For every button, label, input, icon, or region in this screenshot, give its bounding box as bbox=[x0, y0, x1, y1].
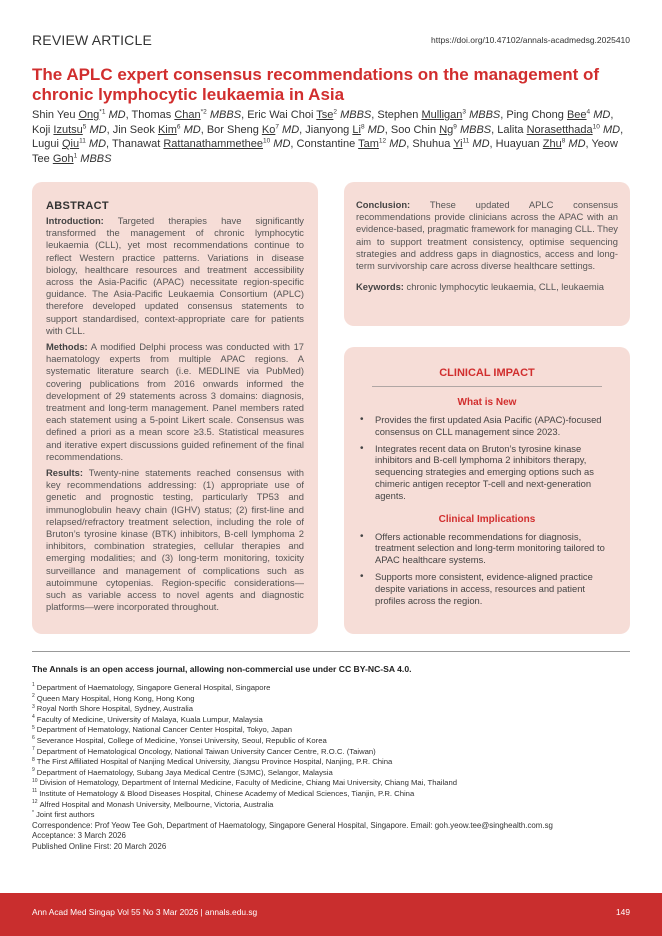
author-given-name: Shin Yeu bbox=[32, 109, 76, 121]
acceptance-date: Acceptance: 3 March 2026 bbox=[32, 831, 126, 841]
author-given-name: Yeow Tee bbox=[32, 138, 618, 165]
affiliation-number: 11 bbox=[32, 788, 38, 795]
affiliation-text: Severance Hospital, College of Medicine, Yonsei University, Seoul, Republic of Korea bbox=[36, 735, 327, 745]
author-degree: MD bbox=[568, 138, 586, 151]
what-is-new-heading: What is New bbox=[457, 397, 517, 408]
what-is-new-list bbox=[358, 414, 616, 502]
affiliation-item bbox=[32, 683, 632, 694]
methods-label: Methods: bbox=[46, 341, 88, 353]
clinical-implications-heading: Clinical Implications bbox=[438, 513, 536, 525]
affiliation-number: 4 bbox=[32, 714, 35, 721]
author-given-name: Jin Seok bbox=[112, 123, 155, 136]
author bbox=[132, 109, 242, 121]
author-affiliation-mark: 4 bbox=[586, 108, 591, 116]
author-degree: MD bbox=[593, 109, 611, 121]
author-family-name: Ong bbox=[78, 109, 100, 121]
author-given-name: Shuhua bbox=[412, 138, 451, 151]
author-affiliation-mark: 3 bbox=[462, 108, 467, 116]
author-degree: MD bbox=[273, 138, 291, 151]
affiliations-list bbox=[32, 683, 632, 821]
author bbox=[377, 109, 500, 121]
list-item-text: Offers actionable recommendations for diagnosis, treatment selection and long-term monitoring tailored to APAC healthcare systems. bbox=[375, 530, 605, 566]
correspondence: Correspondence: Prof Yeow Tee Goh, Department of Haematology, Singapore General Hospital, Singapore. Email: goh.yeow.tee@singhealth.com.sg bbox=[32, 820, 553, 830]
author-given-name: Ping Chong bbox=[506, 109, 564, 121]
author-degree: MBBS bbox=[209, 109, 242, 121]
affiliation-number: 7 bbox=[32, 746, 35, 752]
section-label: REVIEW ARTICLE bbox=[32, 32, 153, 48]
affiliation-text: Department of Hematology, National Cancer Center Hospital, Tokyo, Japan bbox=[36, 725, 293, 735]
author-family-name: Chan bbox=[174, 109, 201, 121]
clinical-impact-divider bbox=[372, 386, 602, 387]
affiliation-text: The First Affiliated Hospital of Nanjing Medical University, Jiangsu Province Hospital, Nanjing, P.R. China bbox=[36, 757, 393, 767]
author-affiliation-mark: 5 bbox=[82, 122, 87, 130]
author bbox=[297, 138, 407, 150]
abstract-results bbox=[46, 467, 304, 613]
keywords-text: chronic lymphocytic leukaemia, CLL, leukaemia bbox=[403, 281, 605, 293]
affiliations-block bbox=[32, 683, 632, 853]
author-given-name: Soo Chin bbox=[390, 123, 437, 136]
author-family-name: Qiu bbox=[61, 138, 80, 151]
affiliation-text: Joint first authors bbox=[35, 810, 95, 820]
author-family-name: Ko bbox=[261, 123, 276, 136]
affiliation-text: Royal North Shore Hospital, Sydney, Australia bbox=[36, 704, 194, 714]
author-family-name: Rattanathammethee bbox=[163, 138, 263, 151]
abstract-conclusion bbox=[356, 199, 618, 272]
affiliation-text: Division of Hematology, Department of Internal Medicine, Faculty of Medicine, Chiang Mai University, Chiang Mai, Thailand bbox=[39, 778, 458, 788]
author-given-name: Lalita bbox=[497, 123, 524, 136]
author-affiliation-mark: 11 bbox=[79, 137, 86, 145]
author-affiliation-mark: 1 bbox=[73, 152, 78, 160]
author-affiliation-mark: 7 bbox=[275, 122, 279, 130]
results-label: Results: bbox=[46, 467, 83, 479]
author-given-name: Thanawat bbox=[111, 138, 161, 151]
author bbox=[247, 109, 371, 121]
author-affiliation-mark: 2 bbox=[333, 108, 338, 116]
conclusion-text: These updated APLC consensus recommendations provide clinicians across the APAC with an evidence-based, pragmatic framework for managing CLL. They aim to support treatment consistency, optimise sequencing strategies and address gaps in diagnostics, access and long-term survivorship care across diverse healthcare settings. bbox=[356, 199, 618, 272]
author-given-name: Eric Wai Choi bbox=[247, 109, 314, 121]
author-affiliation-mark: 8 bbox=[561, 137, 566, 145]
list-item bbox=[358, 531, 616, 566]
author-family-name: Kim bbox=[157, 123, 177, 136]
author-affiliation-mark: 8 bbox=[360, 122, 365, 130]
author bbox=[112, 138, 290, 150]
results-text: Twenty-nine statements reached consensus with key recommendations addressing: (1) appropriate use of genetic and prognostic testing, particularly TP53 and immunoglobulin heavy chain (IGHV) status; (2) first-line and relapsed/refractory treatment selection, including the role of Bruton’s tyrosine kinase (BTK) inhibitors, B-cell lymphoma 2 inhibitors, combination strategies, cellular therapies and emerging modalities; and (3) long-term monitoring, toxicity surveillance and management of complications such as autoimmune cytopenias. Region-specific considerations—such as variable access to novel agents and diagnostic platforms—were incorporated throughout. bbox=[46, 467, 304, 613]
affiliation-item bbox=[32, 704, 632, 715]
author-family-name: Ng bbox=[439, 123, 454, 136]
author-list: Shin Yeu Ong$^{*1}$ MD, Thomas Chan$^{*2}$ MBBS, Eric Wai Choi Tse$^2$ MBBS, Stephen Mulligan$^3$ MBBS, Ping Chong Bee$^4$ MD, Koji Izutsu$^5$ MD, Jin Seok Kim$^6$ MD, Bor Sheng Ko$^7$ MD, Jianyong Li$^8$ MD, Soo Chin Ng$^9$ MBBS, Lalita Norasetthada$^{10}$ MD, Lugui Qiu$^{11}$ MD, Thanawat Rattanathammethee$^{10}$ MD, Constantine Tam$^{12}$ MD, Shuhua Yi$^{11}$ MD, Huayuan Zhu$^8$ MD, Yeow Tee Goh$^1$ MBBS bbox=[32, 108, 624, 165]
footer-bar bbox=[0, 893, 662, 936]
author-given-name: Bor Sheng bbox=[206, 123, 259, 136]
author-family-name: Tse bbox=[316, 109, 334, 121]
affiliation-item bbox=[32, 694, 632, 705]
author-degree: MBBS bbox=[459, 123, 492, 136]
footer-journal-info: Ann Acad Med Singap Vol 55 No 3 Mar 2026 | annals.edu.sg bbox=[32, 907, 258, 917]
author-affiliation-mark: 10 bbox=[263, 137, 271, 145]
affiliation-item bbox=[32, 715, 632, 726]
author-affiliation-mark: 10 bbox=[592, 122, 600, 130]
author-family-name: Goh bbox=[52, 152, 74, 165]
author bbox=[391, 124, 491, 136]
introduction-label: Introduction: bbox=[46, 215, 104, 226]
author-degree: MD bbox=[183, 123, 201, 136]
list-item bbox=[358, 571, 616, 606]
methods-text: A modified Delphi process was conducted with 17 haematology experts from multiple APAC regions. A systematic literature search (i.e. MEDLINE via PubMed) covering publications from 2016 onwards informed the development of 29 statements across 3 domains: diagnosis, treatment and long-term management. Panel members rated each statement using a 5-point Likert scale. Consensus was defined a priori as a mean score ≥3.5. Statistical measures and iterative expert discussions guided refinement of the final recommendations. bbox=[46, 341, 304, 462]
affiliation-text: Department of Hematological Oncology, National Taiwan University Cancer Centre, R.O.C. (Taiwan) bbox=[36, 746, 376, 756]
affiliation-item bbox=[32, 768, 632, 779]
author-degree: MD bbox=[89, 123, 107, 136]
affiliation-text: Queen Mary Hospital, Hong Kong, Hong Kong bbox=[36, 693, 195, 703]
affiliation-number: 5 bbox=[32, 724, 35, 731]
published-date: Published Online First: 20 March 2026 bbox=[32, 841, 167, 851]
abstract-heading: ABSTRACT bbox=[46, 200, 109, 212]
author-affiliation-mark: 11 bbox=[462, 137, 470, 145]
introduction-text: Targeted therapies have significantly transformed the management of chronic lymphocytic leukaemia (CLL), yet most recommendations continue to reflect Western practice patterns. Variations in disease biology, healthcare resources and treatment accessibility across the Asia-Pacific (APAC) necessitate region-specific guidance. The Asia-Pacific Leukaemia Consortium (APLC) therefore developed updated consensus statements to support standardised, context-appropriate care for patients with CLL. bbox=[46, 215, 304, 336]
abstract-keywords bbox=[356, 281, 618, 293]
author-degree: MD bbox=[389, 138, 407, 151]
author-degree: MBBS bbox=[340, 109, 372, 121]
author bbox=[496, 138, 586, 150]
list-item-text: Supports more consistent, evidence-aligned practice despite variations in access, resources and patient profiles across the region. bbox=[375, 570, 593, 606]
bullet-icon: • bbox=[360, 414, 364, 425]
affiliation-number: 9 bbox=[32, 767, 35, 774]
abstract-introduction bbox=[46, 215, 304, 337]
author-affiliation-mark: 6 bbox=[176, 122, 181, 130]
author-affiliation-mark: *1 bbox=[99, 108, 106, 116]
author-given-name: Jianyong bbox=[305, 123, 350, 136]
author-degree: MD bbox=[108, 109, 126, 121]
author-degree: MD bbox=[602, 123, 621, 136]
abstract-methods bbox=[46, 341, 304, 463]
author-given-name: Stephen bbox=[377, 109, 419, 121]
affiliation-item bbox=[32, 725, 632, 736]
affiliation-text: Faculty of Medicine, University of Malaya, Kuala Lumpur, Malaysia bbox=[36, 714, 263, 724]
author-family-name: Norasetthada bbox=[526, 123, 593, 136]
affiliation-text: Institute of Hematology & Blood Diseases Hospital, Chinese Academy of Medical Sciences, Tianjin, P.R. China bbox=[39, 788, 415, 798]
affiliation-item bbox=[32, 736, 632, 747]
open-access-note: The Annals is an open access journal, allowing non-commercial use under CC BY-NC-SA 4.0. bbox=[32, 664, 412, 674]
author-degree: MBBS bbox=[80, 152, 112, 165]
affiliation-number: 12 bbox=[32, 798, 38, 805]
author-family-name: Bee bbox=[566, 109, 587, 121]
footer-divider bbox=[32, 651, 630, 652]
affiliation-item bbox=[32, 778, 632, 789]
affiliation-number: 10 bbox=[32, 777, 38, 784]
list-item-text: Integrates recent data on Bruton’s tyrosine kinase inhibitors and B-cell lymphoma 2 inhibitors therapy, sequencing strategies and emerging options such as chimeric antigen receptor T-cell and next-generation agents. bbox=[375, 442, 594, 501]
author-affiliation-mark: 9 bbox=[453, 122, 457, 130]
bullet-icon: • bbox=[360, 530, 364, 542]
page-number: 149 bbox=[616, 907, 630, 917]
affiliation-item bbox=[32, 757, 632, 768]
author bbox=[32, 138, 106, 150]
affiliation-number: 3 bbox=[32, 703, 35, 710]
author-family-name: Izutsu bbox=[53, 123, 83, 136]
author-family-name: Mulligan bbox=[421, 109, 463, 121]
author-given-name: Constantine bbox=[296, 138, 356, 151]
affiliation-item bbox=[32, 810, 632, 821]
author-given-name: Lugui bbox=[32, 138, 59, 151]
affiliation-item bbox=[32, 789, 632, 800]
affiliation-text: Department of Haematology, Subang Jaya Medical Centre (SJMC), Selangor, Malaysia bbox=[36, 767, 333, 777]
author bbox=[497, 124, 620, 136]
affiliation-item bbox=[32, 800, 632, 811]
author bbox=[113, 124, 201, 136]
author-given-name: Thomas bbox=[131, 109, 172, 121]
affiliation-item bbox=[32, 747, 632, 758]
affiliation-text: Alfred Hospital and Monash University, Melbourne, Victoria, Australia bbox=[39, 799, 274, 809]
affiliation-number: 1 bbox=[32, 682, 35, 689]
clinical-implications-list bbox=[358, 531, 616, 607]
author-affiliation-mark: 12 bbox=[378, 137, 387, 145]
author bbox=[207, 124, 299, 136]
author bbox=[506, 109, 610, 121]
author-family-name: Tam bbox=[358, 138, 379, 151]
author-degree: MD bbox=[282, 123, 300, 136]
author-family-name: Yi bbox=[453, 138, 463, 151]
author-given-name: Huayuan bbox=[495, 138, 540, 151]
author-degree: MBBS bbox=[469, 109, 501, 121]
author bbox=[32, 124, 107, 136]
author bbox=[32, 109, 126, 121]
author-family-name: Zhu bbox=[542, 138, 562, 151]
author-degree: MD bbox=[88, 138, 107, 151]
abstract-box bbox=[32, 182, 318, 634]
author bbox=[412, 138, 489, 150]
author-degree: MD bbox=[367, 123, 385, 136]
bullet-icon: • bbox=[360, 570, 364, 582]
list-item-text: Provides the first updated Asia Pacific (APAC)-focused consensus on CLL management since 2023. bbox=[375, 414, 602, 437]
doi-link[interactable]: https://doi.org/10.47102/annals-acadmedsg.2025410 bbox=[431, 35, 630, 45]
author-affiliation-mark: *2 bbox=[200, 108, 207, 116]
affiliation-number: * bbox=[32, 809, 34, 816]
article-title: The APLC expert consensus recommendations on the management of chronic lymphocytic leukaemia in Asia bbox=[32, 65, 600, 104]
affiliation-number: 8 bbox=[32, 756, 35, 763]
affiliation-number: 2 bbox=[32, 693, 35, 700]
bullet-icon: • bbox=[360, 442, 364, 454]
author-given-name: Koji bbox=[32, 123, 51, 136]
conclusion-box bbox=[344, 182, 630, 326]
affiliation-text: Department of Haematology, Singapore General Hospital, Singapore bbox=[36, 683, 271, 692]
affiliation-number: 6 bbox=[32, 735, 35, 742]
list-item bbox=[358, 414, 616, 438]
clinical-impact-heading: CLINICAL IMPACT bbox=[439, 367, 535, 379]
author bbox=[305, 124, 384, 136]
list-item bbox=[358, 443, 616, 502]
keywords-label: Keywords: bbox=[356, 281, 404, 293]
clinical-impact-box bbox=[344, 347, 630, 634]
conclusion-label: Conclusion: bbox=[356, 199, 411, 210]
author-family-name: Li bbox=[352, 123, 361, 136]
author-degree: MD bbox=[472, 138, 490, 151]
